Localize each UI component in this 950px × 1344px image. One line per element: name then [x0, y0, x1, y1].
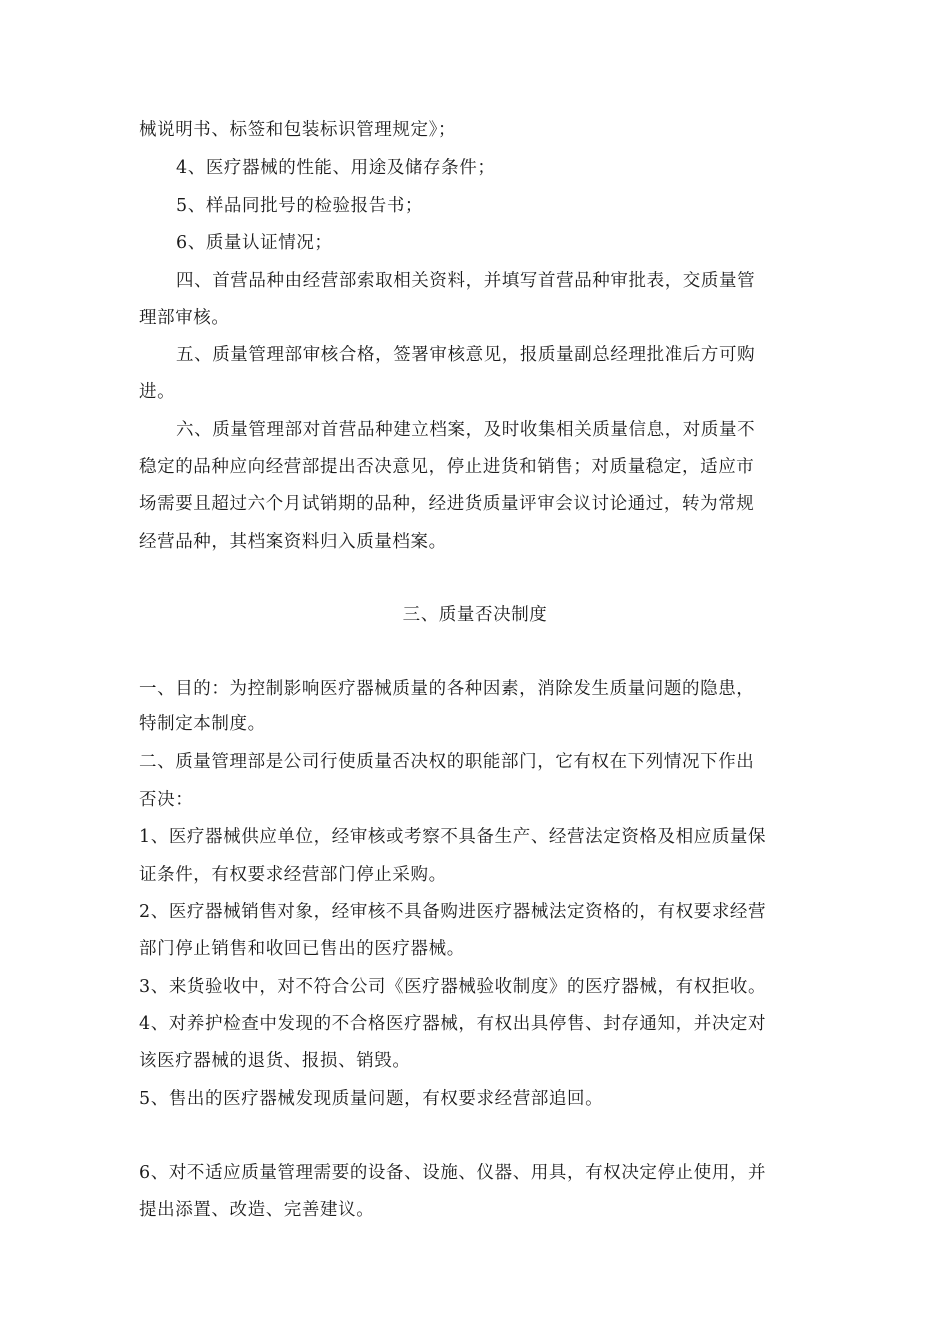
paragraph-line: 械说明书、标签和包装标识管理规定》； [139, 120, 457, 140]
paragraph-5-line-1: 五、质量管理部审核合格，签署审核意见，报质量副总经理批准后方可购 [176, 345, 756, 365]
clause-3-line-1: 3、来货验收中，对不符合公司《医疗器械验收制度》的医疗器械，有权拒收。 [139, 977, 767, 997]
clause-4-line-2: 该医疗器械的退货、报损、销毁。 [139, 1051, 411, 1071]
article-1-line-2: 特制定本制度。 [139, 714, 266, 734]
article-2-line-1: 二、质量管理部是公司行使质量否决权的职能部门，它有权在下列情况下作出 [139, 752, 755, 772]
clause-2-line-2: 部门停止销售和收回已售出的医疗器械。 [139, 939, 465, 959]
article-2-line-2: 否决： [139, 790, 194, 810]
paragraph-4-line-1: 四、首营品种由经营部索取相关资料，并填写首营品种审批表，交质量管 [176, 271, 756, 291]
section-title: 三、质量否决制度 [402, 605, 548, 625]
list-item-6: 6、质量认证情况； [176, 233, 333, 253]
list-item-5: 5、样品同批号的检验报告书； [176, 196, 424, 216]
article-1-line-1: 一、目的：为控制影响医疗器械质量的各种因素，消除发生质量问题的隐患， [139, 679, 755, 699]
clause-1-line-1: 1、医疗器械供应单位，经审核或考察不具备生产、经营法定资格及相应质量保 [139, 827, 767, 847]
clause-6-line-2: 提出添置、改造、完善建议。 [139, 1200, 375, 1220]
list-item-4: 4、医疗器械的性能、用途及储存条件； [176, 158, 496, 178]
paragraph-6-line-1: 六、质量管理部对首营品种建立档案，及时收集相关质量信息，对质量不 [176, 420, 756, 440]
paragraph-4-line-2: 理部审核。 [139, 308, 230, 328]
clause-4-line-1: 4、对养护检查中发现的不合格医疗器械，有权出具停售、封存通知，并决定对 [139, 1014, 767, 1034]
clause-5-line-1: 5、售出的医疗器械发现质量问题，有权要求经营部追回。 [139, 1089, 604, 1109]
paragraph-6-line-2: 稳定的品种应向经营部提出否决意见，停止进货和销售；对质量稳定，适应市 [139, 457, 755, 477]
paragraph-6-line-4: 经营品种，其档案资料归入质量档案。 [139, 532, 447, 552]
clause-1-line-2: 证条件，有权要求经营部门停止采购。 [139, 865, 447, 885]
clause-2-line-1: 2、医疗器械销售对象，经审核不具备购进医疗器械法定资格的，有权要求经营 [139, 902, 767, 922]
paragraph-5-line-2: 进。 [139, 382, 176, 402]
paragraph-6-line-3: 场需要且超过六个月试销期的品种，经进货质量评审会议讨论通过，转为常规 [139, 494, 755, 514]
clause-6-line-1: 6、对不适应质量管理需要的设备、设施、仪器、用具，有权决定停止使用，并 [139, 1163, 767, 1183]
